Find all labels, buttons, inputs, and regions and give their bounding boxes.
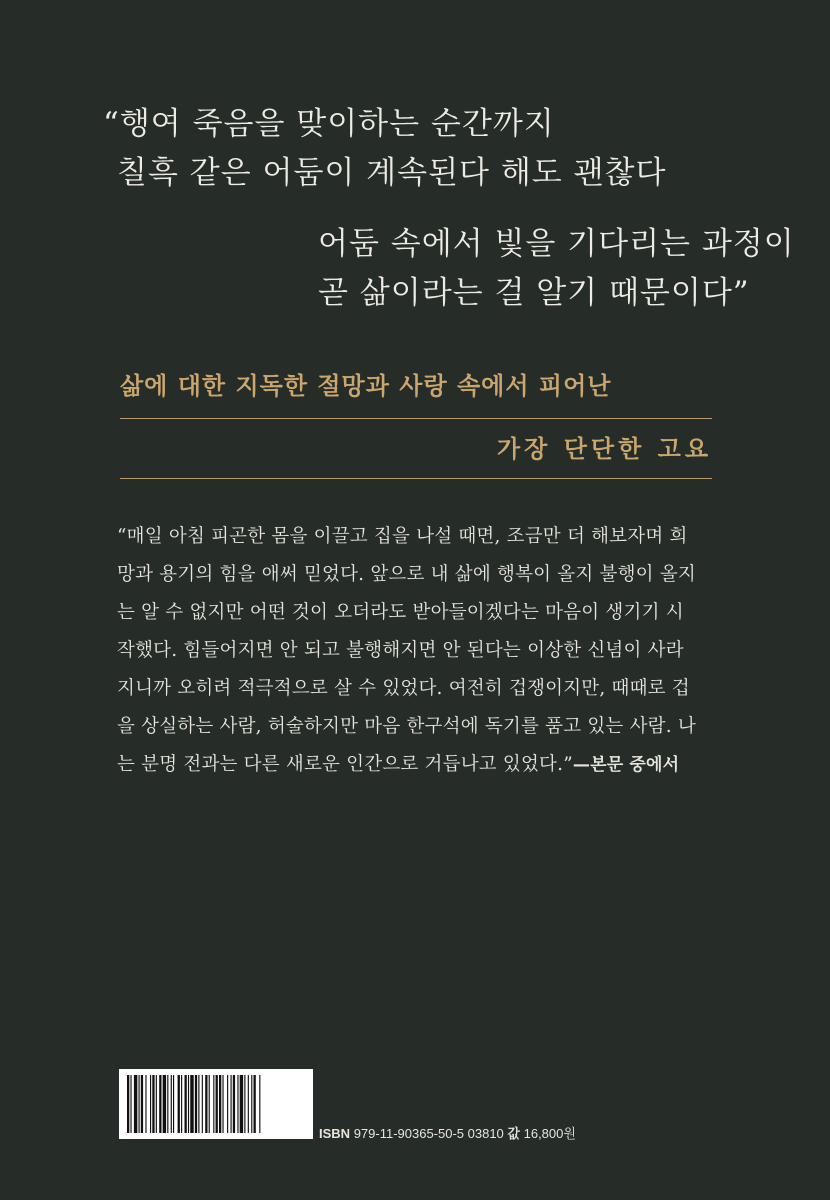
barcode-bar — [222, 1075, 223, 1133]
barcode-bar — [156, 1075, 157, 1133]
excerpt-last-text: 는 분명 전과는 다른 새로운 인간으로 거듭나고 있었다.” — [117, 754, 573, 775]
barcode-bar — [139, 1075, 140, 1133]
barcode-bar — [130, 1075, 131, 1133]
barcode-bar — [181, 1075, 182, 1133]
barcode — [119, 1069, 313, 1139]
excerpt-line-6: 을 상실하는 사람, 허술하지만 마음 한구석에 독기를 품고 있는 사람. 나 — [117, 716, 696, 737]
barcode-bars — [119, 1069, 313, 1139]
barcode-bar — [231, 1075, 232, 1133]
barcode-bar — [198, 1075, 199, 1133]
quote-line-1: “행여 죽음을 맞이하는 순간까지 — [103, 106, 555, 142]
barcode-bar — [213, 1075, 214, 1133]
isbn-line — [319, 1126, 576, 1142]
barcode-bar — [244, 1075, 245, 1133]
barcode-bar — [216, 1075, 218, 1133]
quote-line-4: 곧 삶이라는 걸 알기 때문이다” — [318, 275, 750, 311]
barcode-bar — [171, 1075, 172, 1133]
headline-line-1: 삶에 대한 지독한 절망과 사랑 속에서 피어난 — [120, 371, 612, 400]
price-value: 16,800원 — [523, 1126, 576, 1141]
barcode-bar — [195, 1075, 197, 1133]
divider-top — [120, 418, 712, 419]
barcode-bar — [237, 1075, 238, 1133]
barcode-bar — [219, 1075, 221, 1133]
excerpt-line-5: 지니까 오히려 적극적으로 살 수 있었다. 여전히 겁쟁이지만, 때때로 겁 — [117, 678, 690, 699]
isbn-number: 979-11-90365-50-5 03810 — [353, 1126, 504, 1141]
excerpt-source: —본문 중에서 — [572, 755, 680, 775]
barcode-bar — [178, 1075, 180, 1133]
barcode-bar — [134, 1075, 137, 1133]
barcode-bar — [248, 1075, 249, 1133]
price-label: 값 — [507, 1126, 520, 1141]
barcode-bar — [150, 1075, 151, 1133]
excerpt — [117, 518, 715, 784]
barcode-bar — [251, 1075, 252, 1133]
barcode-bar — [188, 1075, 189, 1133]
quote-line-2: 칠흑 같은 어둠이 계속된다 해도 괜찮다 — [117, 155, 667, 191]
headline-line-2: 가장 단단한 고요 — [497, 434, 712, 463]
excerpt-line-3: 는 알 수 없지만 어떤 것이 오더라도 받아들이겠다는 마음이 생기기 시 — [117, 602, 684, 623]
barcode-bar — [141, 1075, 143, 1133]
barcode-bar — [259, 1075, 260, 1133]
barcode-bar — [254, 1075, 256, 1133]
excerpt-line-4: 작했다. 힘들어지면 안 되고 불행해지면 안 된다는 이상한 신념이 사라 — [117, 640, 684, 661]
barcode-bar — [167, 1075, 168, 1133]
barcode-bar — [227, 1075, 228, 1133]
excerpt-line-7 — [117, 746, 715, 784]
barcode-bar — [190, 1075, 193, 1133]
barcode-bar — [205, 1075, 207, 1133]
barcode-bar — [145, 1075, 146, 1133]
barcode-bar — [173, 1075, 174, 1133]
quote-line-3: 어둠 속에서 빛을 기다리는 과정이 — [318, 226, 795, 262]
barcode-bar — [185, 1075, 187, 1133]
divider-bottom — [120, 478, 712, 479]
barcode-bar — [163, 1075, 166, 1133]
barcode-bar — [233, 1075, 235, 1133]
barcode-bar — [202, 1075, 203, 1133]
barcode-bar — [152, 1075, 154, 1133]
barcode-bar — [209, 1075, 210, 1133]
excerpt-line-2: 망과 용기의 힘을 애써 믿었다. 앞으로 내 삶에 행복이 올지 불행이 올지 — [117, 564, 696, 585]
barcode-bar — [127, 1075, 129, 1133]
isbn-label: ISBN — [319, 1126, 351, 1141]
barcode-bar — [159, 1075, 161, 1133]
barcode-bar — [240, 1075, 243, 1133]
excerpt-line-1: “매일 아침 피곤한 몸을 이끌고 집을 나설 때면, 조금만 더 해보자며 희 — [117, 526, 688, 547]
